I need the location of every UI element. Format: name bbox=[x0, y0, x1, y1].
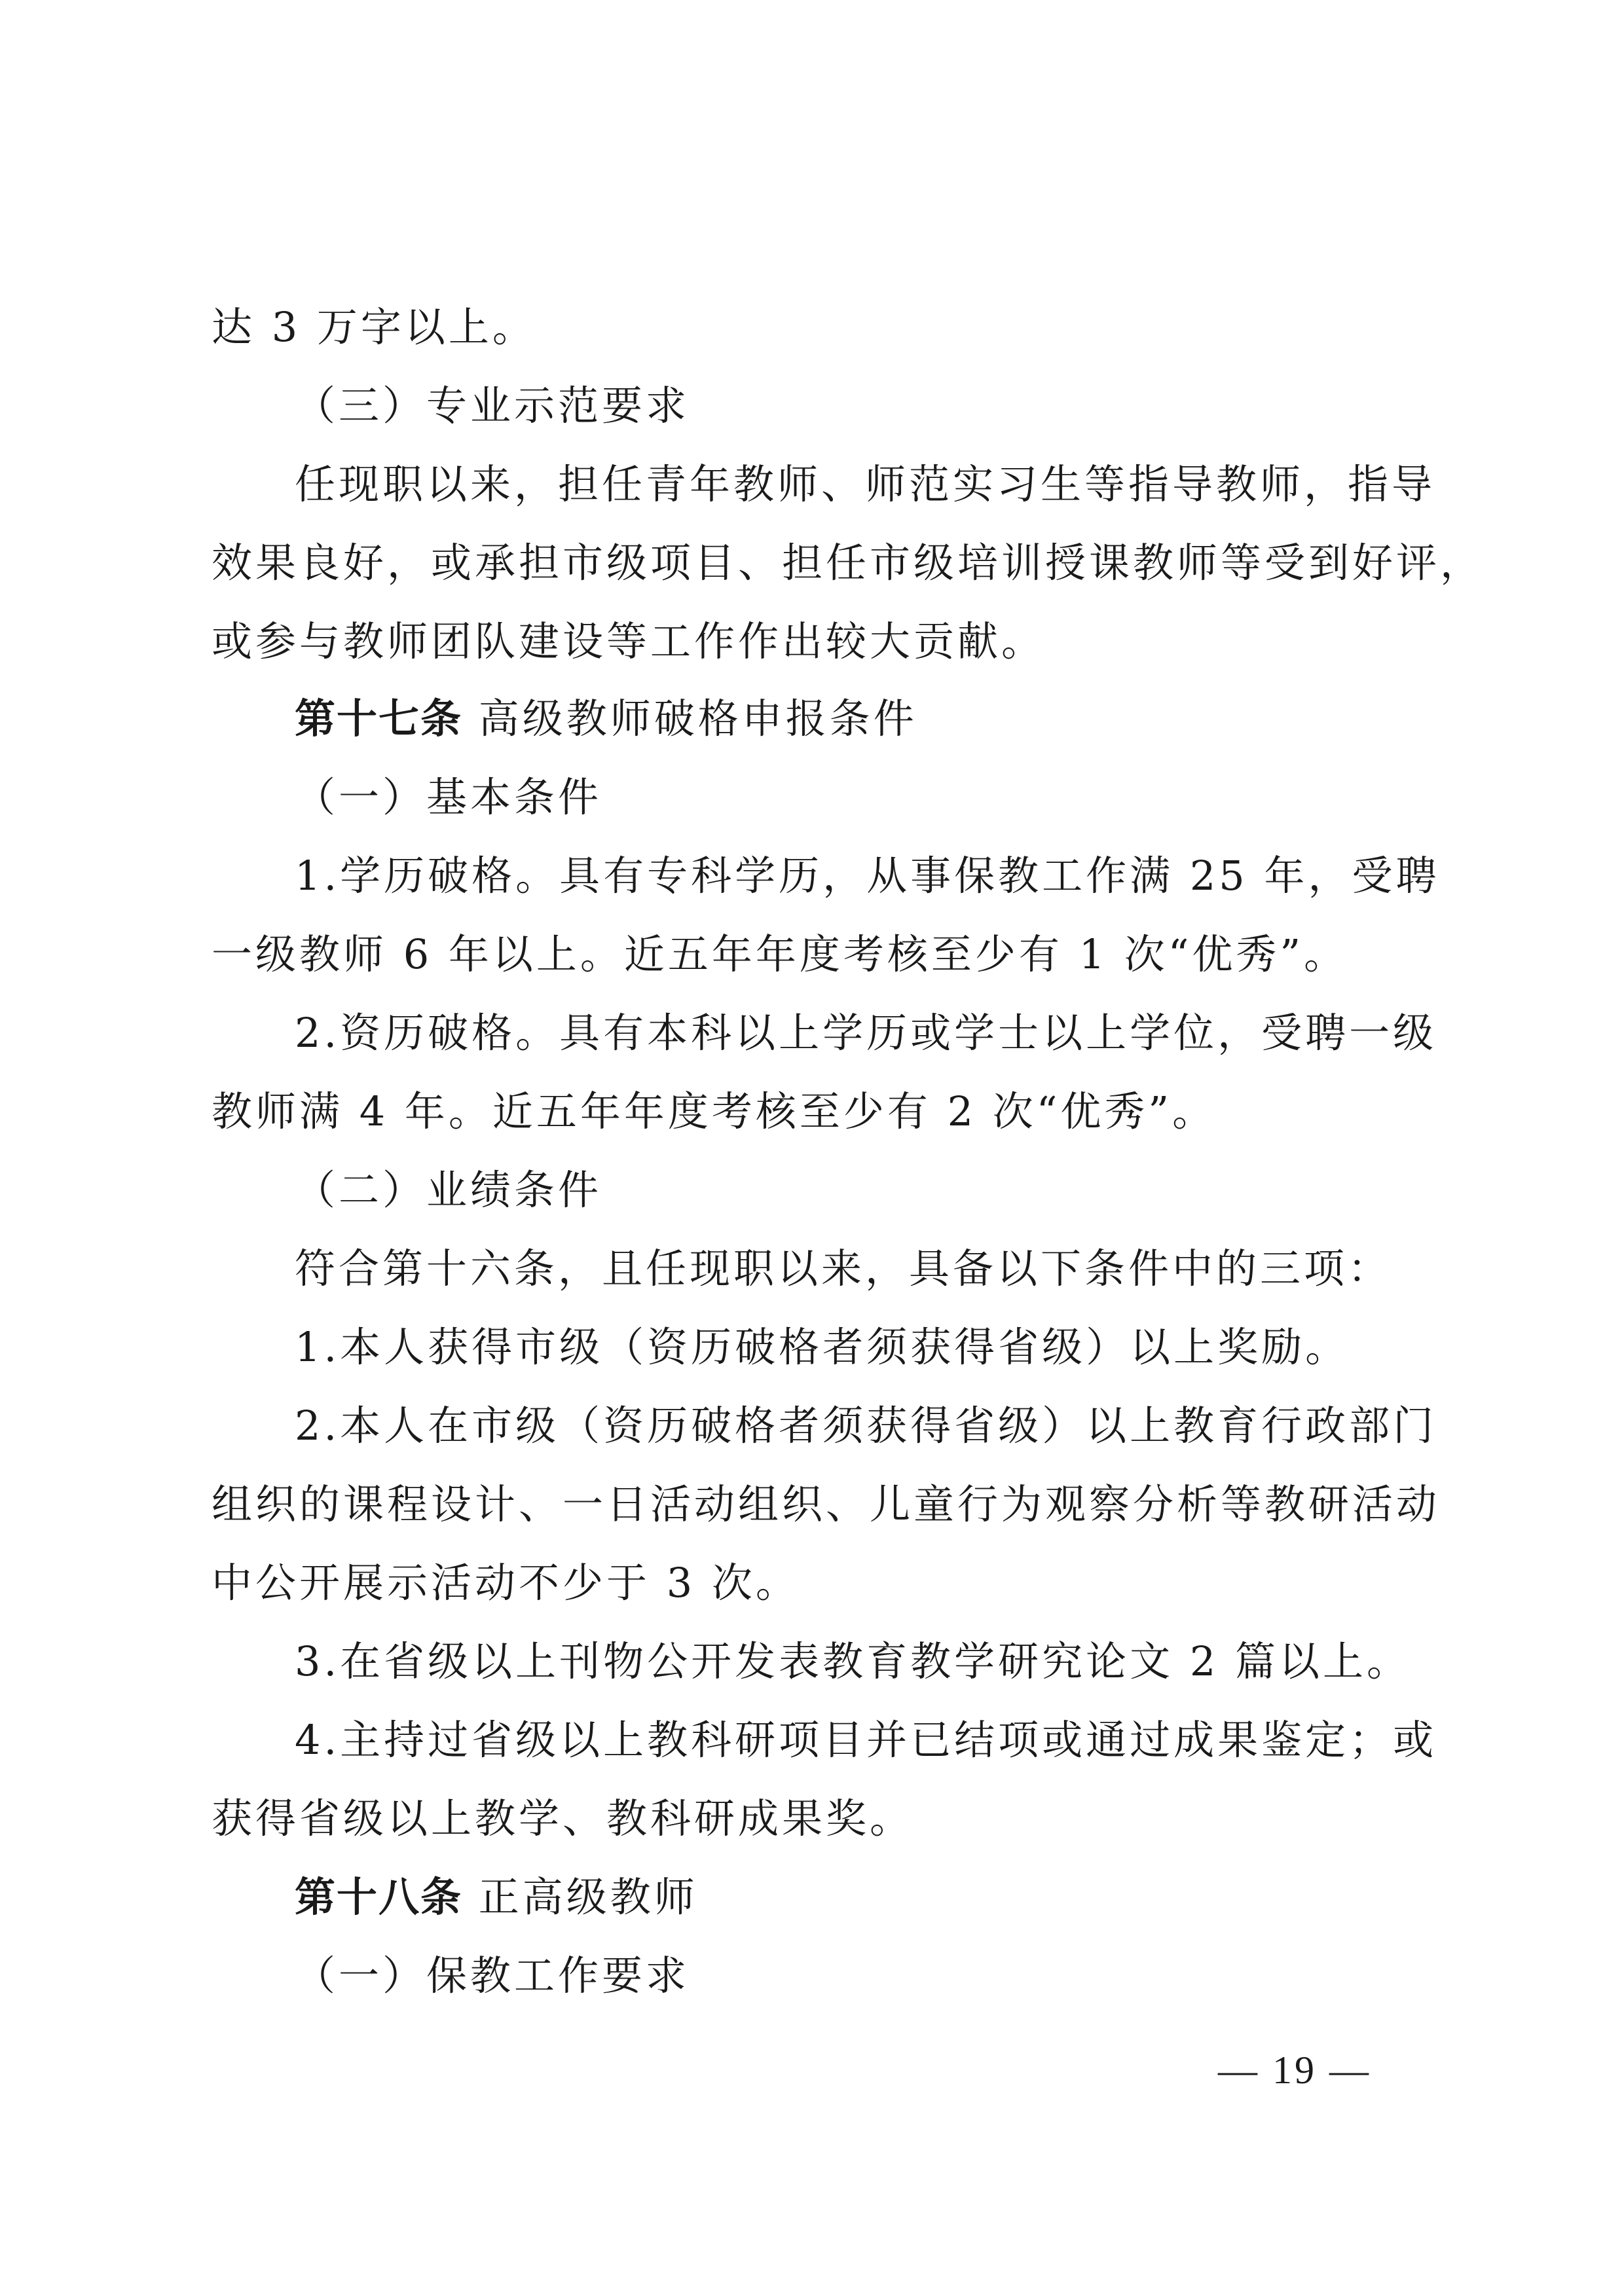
paragraph-line: 4.主持过省级以上教科研项目并已结项或通过成果鉴定；或 bbox=[295, 1716, 1437, 1764]
paragraph-line: 获得省级以上教学、教科研成果奖。 bbox=[212, 1795, 914, 1842]
section-heading: （三）专业示范要求 bbox=[295, 382, 690, 429]
article-number: 第十八条 bbox=[295, 1873, 463, 1921]
paragraph-line: 一级教师 6 年以上。近五年年度考核至少有 1 次“优秀”。 bbox=[212, 930, 1348, 978]
paragraph-line: 教师满 4 年。近五年年度考核至少有 2 次“优秀”。 bbox=[212, 1087, 1217, 1135]
paragraph-line: 1.学历破格。具有专科学历，从事保教工作满 25 年，受聘 bbox=[295, 852, 1440, 900]
paragraph-line: 任现职以来，担任青年教师、师范实习生等指导教师，指导 bbox=[295, 460, 1436, 508]
section-heading: （一）保教工作要求 bbox=[295, 1952, 690, 1999]
page-number: — 19 — bbox=[1218, 2049, 1371, 2092]
section-heading: （一）基本条件 bbox=[295, 773, 602, 821]
paragraph-line: 中公开展示活动不少于 3 次。 bbox=[212, 1559, 800, 1607]
paragraph-line: 符合第十六条，且任现职以来，具备以下条件中的三项： bbox=[295, 1245, 1392, 1292]
paragraph-line: 或参与教师团队建设等工作作出较大贡献。 bbox=[212, 617, 1046, 665]
paragraph-line: 效果良好，或承担市级项目、担任市级培训授课教师等受到好评， bbox=[212, 539, 1485, 587]
article-heading bbox=[295, 693, 1500, 745]
section-heading: （二）业绩条件 bbox=[295, 1166, 602, 1214]
paragraph-line: 2.本人在市级（资历破格者须获得省级）以上教育行政部门 bbox=[295, 1402, 1437, 1449]
paragraph-line: 1.本人获得市级（资历破格者须获得省级）以上奖励。 bbox=[295, 1323, 1350, 1371]
paragraph-line: 3.在省级以上刊物公开发表教育教学研究论文 2 篇以上。 bbox=[295, 1637, 1411, 1685]
paragraph-line: 达 3 万字以上。 bbox=[212, 303, 536, 351]
article-title: 高级教师破格申报条件 bbox=[478, 695, 917, 742]
paragraph-line: 组织的课程设计、一日活动组织、儿童行为观察分析等教研活动 bbox=[212, 1480, 1441, 1528]
paragraph-line: 2.资历破格。具有本科以上学历或学士以上学位，受聘一级 bbox=[295, 1009, 1437, 1057]
article-heading bbox=[295, 1871, 1500, 1923]
article-title: 正高级教师 bbox=[478, 1873, 698, 1921]
article-number: 第十七条 bbox=[295, 695, 463, 742]
